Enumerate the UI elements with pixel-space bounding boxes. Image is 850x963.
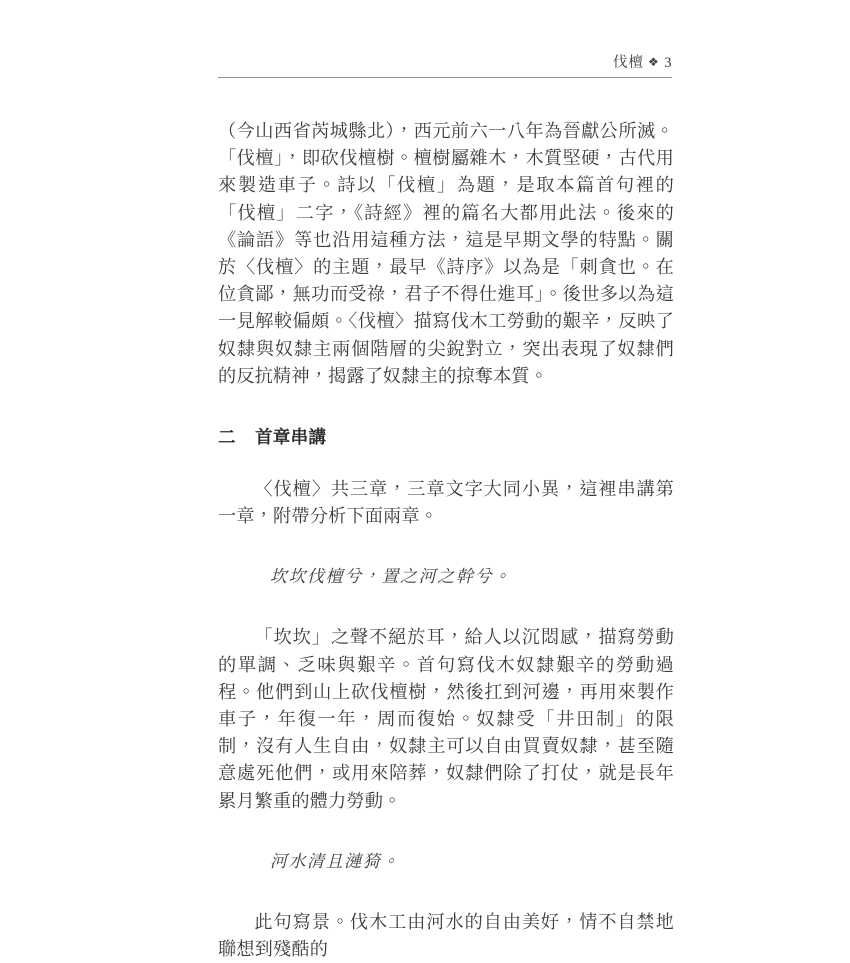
spacer bbox=[218, 390, 674, 424]
paragraph-verse1-commentary: 「坎坎」之聲不絕於耳，給人以沉悶感，描寫勞動的單調、乏味與艱辛。首句寫伐木奴隸艱辛的勞動過程。他們到山上砍伐檀樹，然後扛到河邊，再用來製作車子，年復一年，周而復始。奴隸受「井田制」的限制，沒有人生自由，奴隸主可以自由買賣奴隸，甚至隨意處死他們，或用來陪葬，奴隸們除了打仗，就是長年累月繁重的體力勞動。 bbox=[218, 627, 674, 811]
spacer bbox=[218, 530, 674, 564]
paragraph-chapter-intro: 〈伐檀〉共三章，三章文字大同小異，這裡串講第一章，附帶分析下面兩章。 bbox=[218, 479, 674, 527]
floral-ornament-icon: ❖ bbox=[647, 55, 660, 69]
section-number: 二 bbox=[218, 427, 236, 448]
running-head bbox=[218, 52, 672, 80]
text-block bbox=[218, 118, 674, 963]
section-heading-2 bbox=[218, 424, 674, 450]
verse-quote-2: 河水清且漣猗。 bbox=[269, 851, 401, 871]
spacer bbox=[218, 875, 674, 909]
running-head-text bbox=[613, 52, 672, 73]
section-title: 首章串講 bbox=[255, 427, 327, 448]
spacer bbox=[218, 590, 674, 624]
verse-quote-1: 坎坎伐檀兮，置之河之幹兮。 bbox=[269, 567, 512, 587]
spacer bbox=[218, 815, 674, 849]
page-number: 3 bbox=[664, 55, 672, 71]
header-divider bbox=[218, 77, 672, 78]
paragraph-verse2-commentary: 此句寫景。伐木工由河水的自由美好，情不自禁地聯想到殘酷的 bbox=[218, 911, 674, 960]
paragraph-continuation: （今山西省芮城縣北），西元前六一八年為晉獻公所滅。「伐檀」，即砍伐檀樹。檀樹屬雜木，木質堅硬，古代用來製造車子。詩以「伐檀」為題，是取本篇首句裡的「伐檀」二字，《詩經》裡的篇名大都用此法。後來的《論語》等也沿用這種方法，這是早期文學的特點。關於〈伐檀〉的主題，最早《詩序》以為是「刺貪也。在位貪鄙，無功而受祿，君子不得仕進耳」。後世多以為這一見解較偏頗。〈伐檀〉描寫伐木工勞動的艱辛，反映了奴隸與奴隸主兩個階層的尖銳對立，突出表現了奴隸們的反抗精神，揭露了奴隸主的掠奪本質。 bbox=[218, 121, 674, 386]
spacer bbox=[218, 450, 674, 476]
running-head-title: 伐檀 bbox=[612, 55, 644, 71]
